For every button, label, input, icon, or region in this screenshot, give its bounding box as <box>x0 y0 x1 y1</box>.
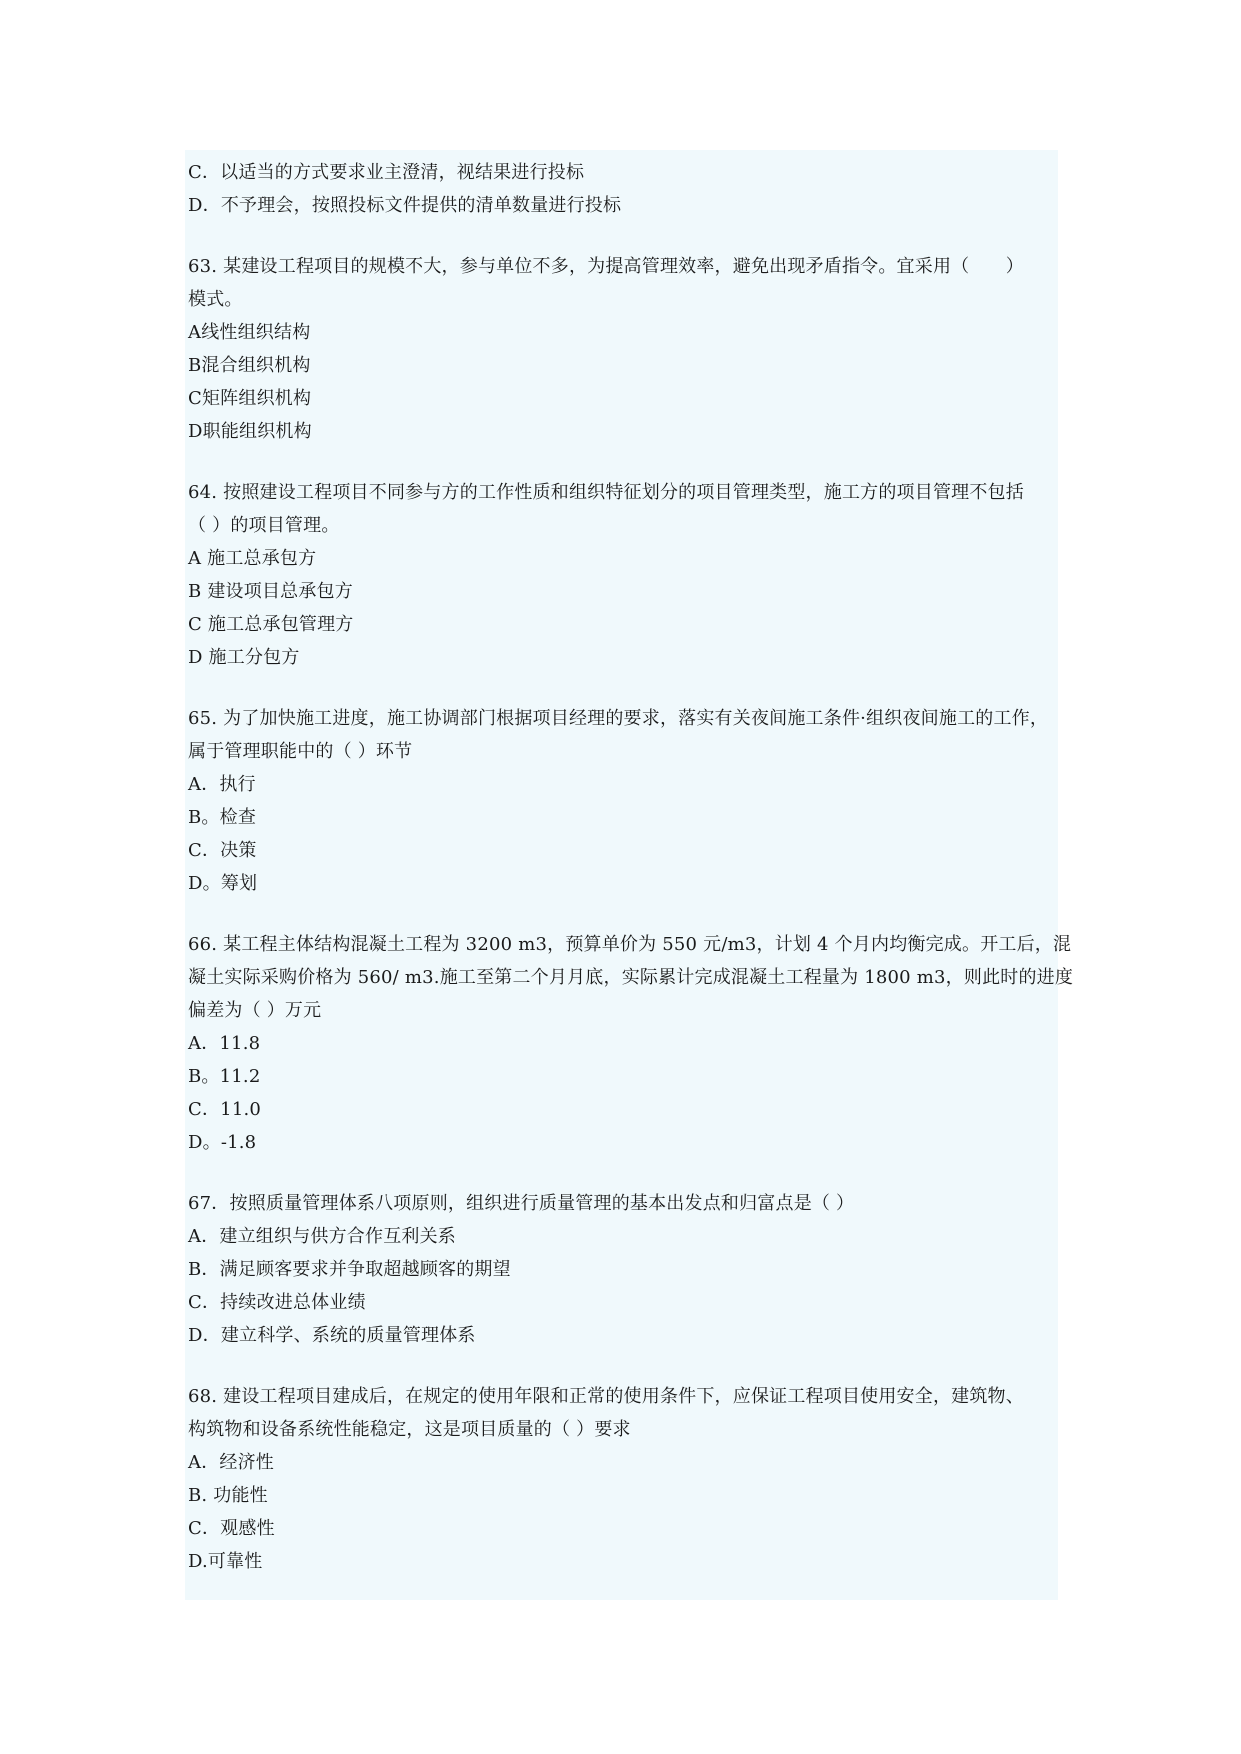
option-d: D.可靠性 <box>188 1551 263 1572</box>
question-text-line: 66. 某工程主体结构混凝土工程为 3200 m3，预算单价为 550 元/m3，计划 4 个月内均衡完成。开工后，混 <box>188 934 1072 955</box>
question-text-line: 67．按照质量管理体系八项原则，组织进行质量管理的基本出发点和归富点是（ ） <box>188 1193 855 1214</box>
question-63 <box>188 250 1068 448</box>
option-d: D。筹划 <box>188 873 258 894</box>
question-text-line: 模式。 <box>188 289 243 310</box>
option-a: A．执行 <box>188 774 256 795</box>
question-text-line: 属于管理职能中的（ ）环节 <box>188 741 413 762</box>
question-62-continuation <box>188 156 1068 222</box>
question-66 <box>188 928 1074 1159</box>
option-c: C．决策 <box>188 840 257 861</box>
option-c: C矩阵组织机构 <box>188 388 312 409</box>
option-b: B混合组织机构 <box>188 355 311 376</box>
option-a: A线性组织结构 <box>188 322 311 343</box>
option-b: B。检查 <box>188 807 257 828</box>
option-c: C．持续改进总体业绩 <box>188 1292 366 1313</box>
question-67 <box>188 1187 1068 1352</box>
option-a: A 施工总承包方 <box>188 548 317 569</box>
option-b: B 建设项目总承包方 <box>188 581 353 602</box>
option-b: B。11.2 <box>188 1066 261 1087</box>
option-b: B．满足顾客要求并争取超越顾客的期望 <box>188 1259 511 1280</box>
option-d: D．不予理会，按照投标文件提供的清单数量进行投标 <box>188 195 622 216</box>
question-text-line: 构筑物和设备系统性能稳定，这是项目质量的（ ）要求 <box>188 1419 631 1440</box>
option-d: D。-1.8 <box>188 1132 257 1153</box>
question-text-line: 63. 某建设工程项目的规模不大，参与单位不多，为提高管理效率，避免出现矛盾指令。宜采用（ ） <box>188 256 1024 277</box>
question-text-line: 凝土实际采购价格为 560/ m3.施工至第二个月月底，实际累计完成混凝土工程量为 1800 m3，则此时的进度 <box>188 967 1074 988</box>
option-d: D．建立科学、系统的质量管理体系 <box>188 1325 476 1346</box>
question-68 <box>188 1380 1068 1578</box>
question-text-line: 68. 建设工程项目建成后，在规定的使用年限和正常的使用条件下，应保证工程项目使用安全，建筑物、 <box>188 1386 1024 1407</box>
option-c: C．以适当的方式要求业主澄清，视结果进行投标 <box>188 162 585 183</box>
option-c: C．观感性 <box>188 1518 275 1539</box>
option-d: D 施工分包方 <box>188 647 300 668</box>
option-d: D职能组织机构 <box>188 421 312 442</box>
question-65 <box>188 702 1068 900</box>
option-b: B. 功能性 <box>188 1485 268 1506</box>
option-a: A．建立组织与供方合作互利关系 <box>188 1226 456 1247</box>
option-a: A．11.8 <box>188 1033 261 1054</box>
option-c: C．11.0 <box>188 1099 262 1120</box>
question-text-line: 64. 按照建设工程项目不同参与方的工作性质和组织特征划分的项目管理类型，施工方的项目管理不包括 <box>188 482 1024 503</box>
question-text-line: （ ）的项目管理。 <box>188 515 340 536</box>
question-64 <box>188 476 1068 674</box>
option-a: A．经济性 <box>188 1452 274 1473</box>
document-body <box>188 156 1074 1578</box>
option-c: C 施工总承包管理方 <box>188 614 354 635</box>
question-text-line: 65. 为了加快施工进度，施工协调部门根据项目经理的要求，落实有关夜间施工条件·组织夜间施工的工作， <box>188 708 1049 729</box>
question-text-line: 偏差为（ ）万元 <box>188 1000 322 1021</box>
